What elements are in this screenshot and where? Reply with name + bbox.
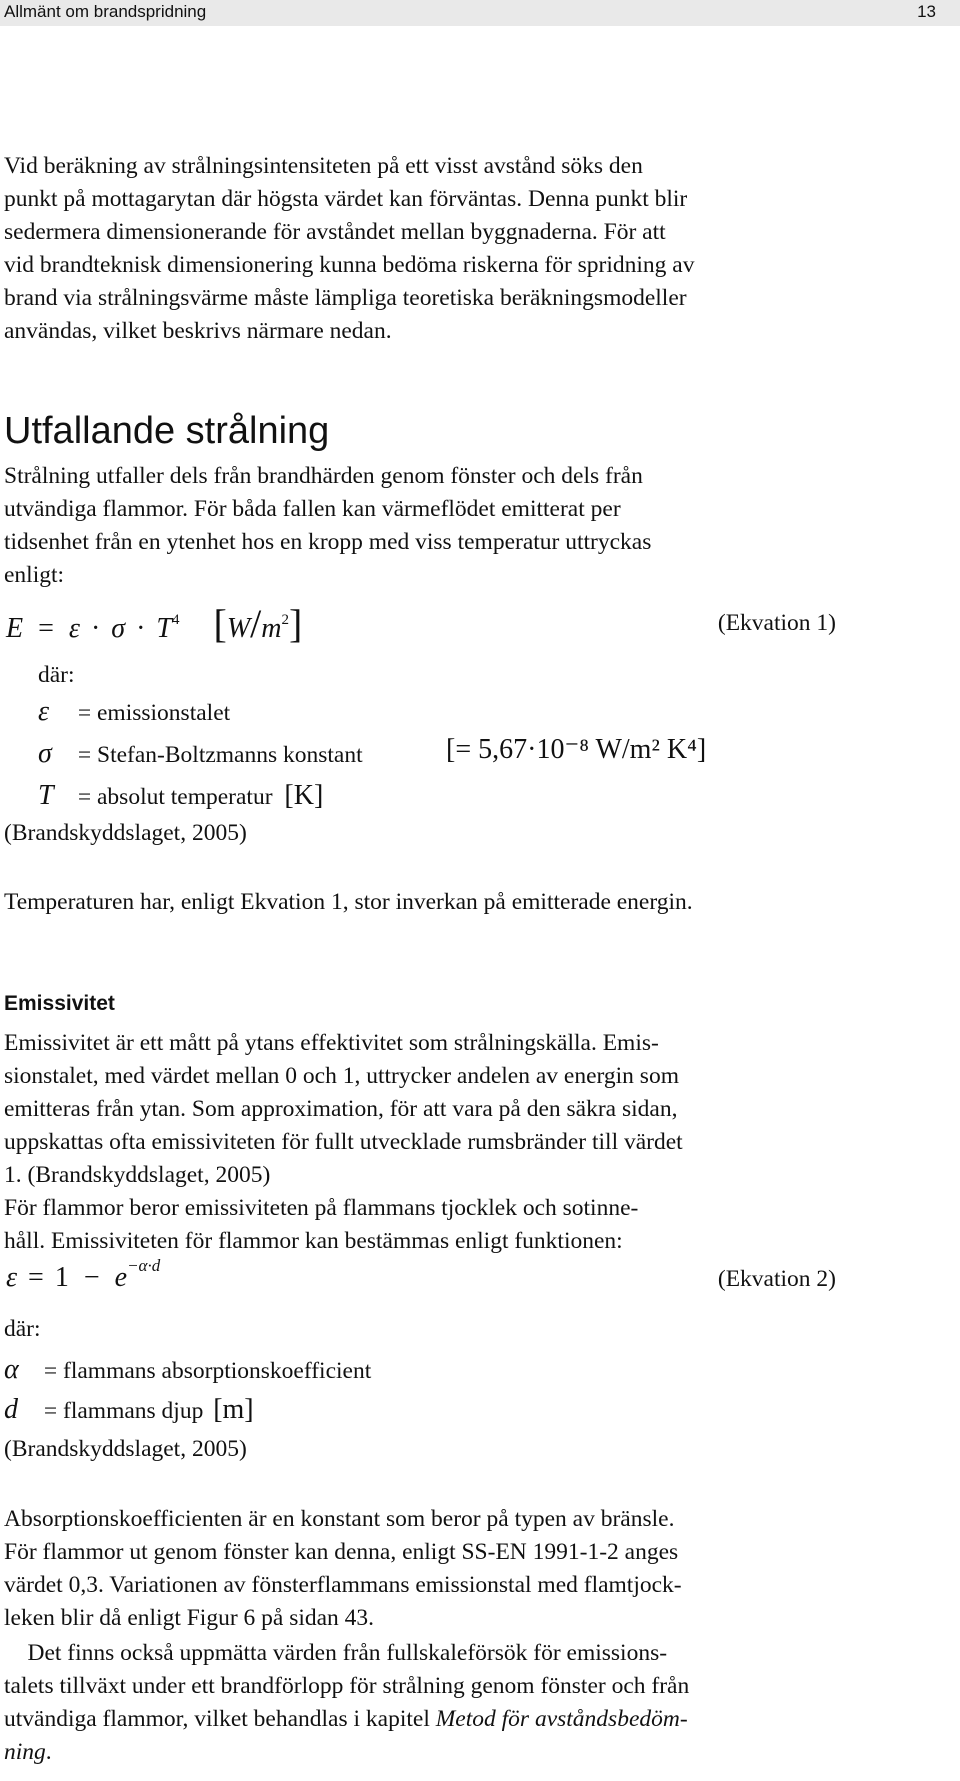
intro-paragraph: Vid beräkning av strålningsintensiteten på ett visst avstånd söks den punkt på mottagarytan där högsta värdet kan förväntas. Denna punkt blir sedermera dimensionerande för avståndet mellan byggnaderna. För att vid brandteknisk dimensionering kunna bedöma riskerna för spridning av brand via strålningsvärme måste lämpliga teoretiska beräkningsmodeller användas, vilket beskrivs närmare nedan. [4, 153, 695, 344]
section1-reference: (Brandskyddslaget, 2005) [4, 820, 247, 846]
def-d-symbol: d [4, 1394, 18, 1425]
def-epsilon [38, 696, 230, 728]
def-epsilon-text: = emissionstalet [77, 700, 231, 726]
page-number: 13 [917, 2, 936, 21]
running-header [0, 0, 960, 26]
eq2-lhs: ε [6, 1262, 18, 1293]
emissivity-paragraph-1: Emissivitet är ett mått på ytans effektivitet som strålningskälla. Emis- sionstalet, med värdet mellan 0 och 1, uttrycker andelen av energin som emitteras från ytan. Som approximation, för att vara på den säkra sidan, uppskattas ofta emissiviteten för fullt utvecklade rumsbränder till värdet 1. (Brandskyddslaget, 2005) [4, 1030, 683, 1188]
equation-1 [6, 600, 836, 648]
eq1-where-label: där: [38, 662, 75, 688]
eq2-label: (Ekvation 2) [717, 1266, 836, 1292]
p4-line-1: Det finns också uppmätta värden från fullskaleförsök för emissions- [4, 1640, 668, 1666]
eq1-epsilon: ε [68, 613, 80, 644]
section-heading-emissivitet: Emissivitet [4, 992, 115, 1015]
p4-chapter-ref-2: ning [4, 1739, 46, 1765]
eq1-exp4: 4 [172, 612, 180, 628]
section-heading-utfallande-stralning: Utfallande strålning [4, 410, 330, 452]
equation-2 [6, 1256, 836, 1306]
eq1-bracket-close: ] [289, 601, 303, 646]
eq1-unit-slash: / [250, 601, 262, 646]
def-sigma-unit: [= 5,67·10⁻⁸ W/m² K⁴] [446, 734, 707, 765]
eq1-T: T [156, 613, 172, 644]
section2-reference: (Brandskyddslaget, 2005) [4, 1436, 247, 1462]
eq2-minus: − [83, 1262, 100, 1293]
header-section-title: Allmänt om brandspridning [4, 2, 207, 21]
p4-line-3-text: utvändiga flammor, vilket behandlas i kapitel [4, 1706, 436, 1732]
eq2-one: 1 [54, 1262, 69, 1293]
def-T-unit: [K] [284, 780, 324, 811]
eq1-equals: = [38, 613, 54, 644]
def-d-unit: [m] [213, 1394, 254, 1425]
eq1-unit-W: W [226, 613, 251, 644]
def-alpha-text: = flammans absorptionskoefficient [43, 1358, 372, 1384]
eq1-unit-exp: 2 [281, 612, 290, 628]
eq1-label: (Ekvation 1) [717, 610, 836, 636]
eq1-sigma: σ [111, 613, 126, 644]
eq1-unit-m: m [261, 613, 282, 644]
emissivity-paragraph-3: Absorptionskoefficienten är en konstant som beror på typen av bränsle. För flammor ut genom fönster kan denna, enligt SS-EN 1991-1-2 anges värdet 0,3. Variationen av fönsterflammans emissionstal med flamtjock- leken blir då enligt Figur 6 på sidan 43. [4, 1506, 682, 1631]
def-sigma-symbol: σ [38, 738, 52, 769]
p4-chapter-ref-1: Metod för avståndsbedöm- [435, 1706, 688, 1732]
emissivity-paragraph-4 [4, 1637, 884, 1769]
def-T [38, 780, 323, 812]
def-d-text: = flammans djup [43, 1398, 204, 1424]
eq1-dot1: · [90, 613, 101, 644]
def-alpha [4, 1354, 371, 1386]
def-T-symbol: T [38, 780, 54, 811]
eq2-where-label: där: [4, 1316, 41, 1342]
def-T-text: = absolut temperatur [77, 784, 273, 810]
def-d [4, 1394, 254, 1426]
def-sigma [38, 734, 838, 770]
eq2-exponent: −α·d [127, 1256, 161, 1275]
def-alpha-symbol: α [4, 1354, 19, 1385]
p4-line-3 [4, 1703, 884, 1736]
eq2-equals: = [28, 1262, 44, 1293]
p4-line-2: talets tillväxt under ett brandförlopp för strålning genom fönster och från [4, 1673, 690, 1699]
def-epsilon-symbol: ε [38, 696, 50, 727]
p4-line-4-text: . [45, 1739, 52, 1765]
emissivity-paragraph-2: För flammor beror emissiviteten på flammans tjocklek och sotinne- håll. Emissiviteten för flammor kan bestämmas enligt funktionen: [4, 1195, 639, 1254]
eq2-e: e [114, 1262, 128, 1293]
eq1-dot2: · [136, 613, 146, 644]
def-sigma-text: = Stefan-Boltzmanns konstant [77, 742, 363, 768]
section1-conclusion: Temperaturen har, enligt Ekvation 1, stor inverkan på emitterade energin. [4, 889, 693, 915]
eq1-bracket-open: [ [213, 601, 227, 646]
p4-line-4 [4, 1736, 884, 1769]
section1-paragraph: Strålning utfaller dels från brandhärden genom fönster och dels från utvändiga flammor. För båda fallen kan värmeflödet emitterat per tidsenhet från en ytenhet hos en kropp med viss temperatur uttryckas enligt: [4, 463, 652, 588]
eq1-lhs: E [6, 613, 24, 644]
